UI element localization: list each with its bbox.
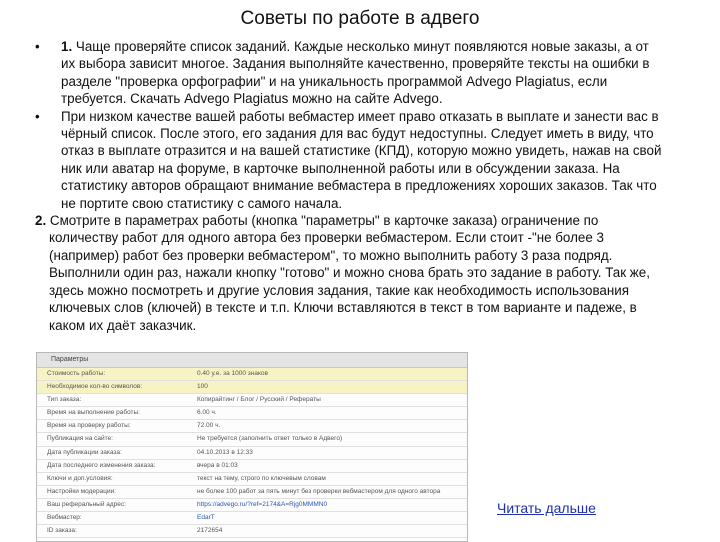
- read-more-link[interactable]: Читать дальше: [497, 500, 596, 516]
- row-label: Время на проверку работы:: [47, 422, 131, 430]
- tip-2: [35, 212, 665, 334]
- order-parameters-screenshot: [36, 352, 468, 542]
- table-row: [37, 407, 467, 420]
- row-value: https://advego.ru/?ref=2174&A=Rjg0MMMN0: [197, 500, 328, 508]
- row-label: Вебмастер:: [47, 514, 82, 522]
- row-label: Дата публикации заказа:: [47, 448, 122, 456]
- row-value: 72.00 ч.: [197, 422, 221, 430]
- bullet-icon: •: [35, 108, 40, 124]
- table-row: [37, 394, 467, 407]
- table-row: [37, 381, 467, 394]
- tip-2-number: 2.: [35, 213, 47, 229]
- row-label: Ключи и доп.условия:: [47, 474, 113, 482]
- row-value: не более 100 работ за пять минут без проверки вебмастером для одного автора: [197, 487, 441, 495]
- tip-1-note-text: При низком качестве вашей работы вебмастер имеет право отказать в выплате и занести вас в чёрный список. После этого, его задания для вас будут недоступны. Следует иметь в виду, что отказ в выплате отразится и на вашей статистике (КПД), которую можно увидеть, нажав на свой ник или аватар на форуме, в карточке выполненной работы или в обсуждении заказа. На статистику авторов обращают внимание вебмастера в предложениях хороших заказов. Так что не портите свою статистику с самого начала.: [61, 108, 662, 211]
- row-value: Копирайтинг / Блог / Русский / Рефераты: [197, 396, 321, 404]
- row-label: Дата последнего изменения заказа:: [47, 461, 156, 469]
- page-title: Советы по работе в адвего: [240, 8, 480, 29]
- table-row: [37, 499, 467, 512]
- table-row: [37, 368, 467, 381]
- row-value: 100: [197, 383, 208, 391]
- tip-2-text: Смотрите в параметрах работы (кнопка "параметры" в карточке заказа) ограничение по количеству работ для одного автора без проверки вебмастером. Если стоит -"не более 3 (например) работ без проверки вебмастером", то можно выполнить работу 3 раза подряд. Выполнили один раз, нажали кнопку "готово" и можно снова брать это задание в работу. Так же, здесь можно посмотреть и другие условия задания, такие как необходимость использования ключевых слов (ключей) в тексте и т.п. Ключи вставляются в текст в том варианте и падеже, в каком их даёт заказчик.: [46, 213, 650, 333]
- row-label: Время на выполнение работы:: [47, 409, 141, 417]
- parameters-table: [37, 368, 467, 538]
- table-row: [37, 447, 467, 460]
- row-value: Не требуется (заполнить ответ только в Адвего): [197, 435, 343, 443]
- table-row: [37, 433, 467, 446]
- row-label: Публикация на сайте:: [47, 435, 113, 443]
- tip-1-text: Чаще проверяйте список заданий. Каждые несколько минут появляются новые заказы, а от их выбора зависит многое. Задания выполняйте качественно, проверяйте тексты на ошибки в разделе "проверка орфографии" и на уникальность программой Advego Plagiatus, если требуется. Скачать Advego Plagiatus можно на сайте Advego.: [61, 39, 650, 107]
- row-label: Ваш реферальный адрес:: [47, 500, 126, 508]
- row-label: Необходимое кол-во символов:: [47, 383, 143, 391]
- table-row: [37, 486, 467, 499]
- row-value: EdarT: [197, 514, 215, 522]
- tip-1-note: [35, 108, 665, 212]
- row-value: 2172654: [197, 527, 223, 535]
- table-row: [37, 460, 467, 473]
- row-value: 6.00 ч.: [197, 409, 217, 417]
- document-body: [35, 38, 665, 334]
- row-value: вчера в 01:03: [197, 461, 238, 469]
- table-row: [37, 512, 467, 525]
- row-label: Тип заказа:: [47, 396, 82, 404]
- row-value: текст на тему, строго по ключевым словам: [197, 474, 326, 482]
- row-label: Стоимость работы:: [47, 370, 106, 377]
- tip-1-number: 1.: [61, 39, 73, 54]
- tip-1: [35, 38, 665, 108]
- row-label: ID заказа:: [47, 527, 77, 535]
- row-label: Настройки модерации:: [47, 487, 117, 495]
- bullet-icon: •: [35, 39, 40, 54]
- table-row: [37, 473, 467, 486]
- row-value: 0.40 у.е. за 1000 знаков: [197, 370, 268, 377]
- table-row: [37, 420, 467, 433]
- row-value: 04.10.2013 в 12:33: [197, 448, 253, 456]
- parameters-tab: Параметры: [37, 353, 467, 368]
- table-row: [37, 525, 467, 538]
